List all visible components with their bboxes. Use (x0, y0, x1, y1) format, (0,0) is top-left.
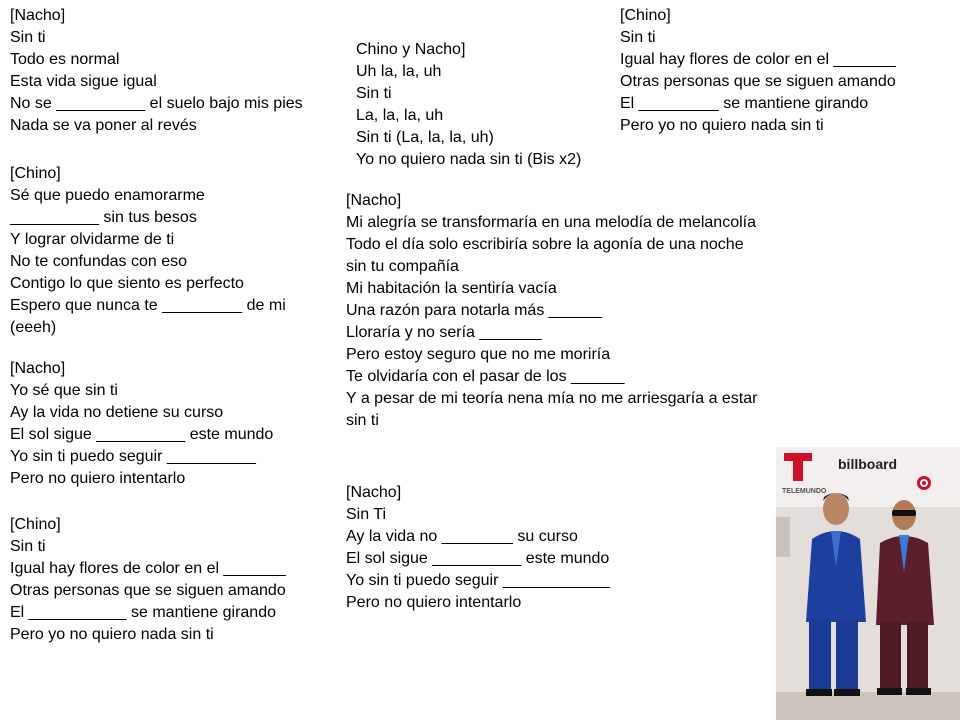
lyric-line: Yo sin ti puedo seguir __________ (10, 448, 256, 465)
lyric-line: [Chino] (10, 516, 61, 533)
lyric-line: [Chino] (10, 165, 61, 182)
lyric-line: No te confundas con eso (10, 253, 188, 270)
lyric-line: Sin ti (La, la, la, uh) (356, 129, 494, 146)
lyrics-block-chino-3 (620, 5, 896, 137)
lyric-line: Yo no quiero nada sin ti (Bis x2) (356, 151, 582, 168)
lyric-line: Ay la vida no detiene su curso (10, 404, 224, 421)
lyric-line: Pero no quiero intentarlo (10, 470, 186, 487)
lyric-line: Igual hay flores de color en el _______ (10, 560, 286, 577)
lyric-line: El sol sigue __________ este mundo (346, 550, 610, 567)
lyric-line: __________ sin tus besos (10, 209, 197, 226)
lyric-line: Sin ti (356, 85, 392, 102)
lyrics-block-nacho-2 (10, 358, 273, 490)
lyric-line: Sin Ti (346, 506, 387, 523)
lyric-line: Yo sé que sin ti (10, 382, 118, 399)
lyrics-block-nacho-1 (10, 5, 303, 137)
lyric-line: Espero que nunca te _________ de mi (10, 297, 286, 314)
sponsor-subtext: TELEMUNDO (782, 488, 827, 495)
lyric-line: Ay la vida no ________ su curso (346, 528, 578, 545)
lyric-line: Mi habitación la sentiría vacía (346, 280, 557, 297)
lyrics-block-chino-1 (10, 163, 286, 339)
lyric-line: El ___________ se mantiene girando (10, 604, 276, 621)
lyric-line: El _________ se mantiene girando (620, 95, 869, 112)
lyric-line: Sin ti (620, 29, 656, 46)
lyric-line: Todo es normal (10, 51, 120, 68)
lyric-line: Y a pesar de mi teoría nena mía no me arriesgaría a estar sin ti (346, 390, 758, 429)
lyric-line: Uh la, la, uh (356, 63, 442, 80)
lyric-line: La, la, la, uh (356, 107, 444, 124)
lyric-line: Nada se va poner al revés (10, 117, 197, 134)
lyric-line: Y lograr olvidarme de ti (10, 231, 175, 248)
lyric-line: [Nacho] (346, 192, 402, 209)
lyric-line: [Chino] (620, 7, 671, 24)
lyric-line: Contigo lo que siento es perfecto (10, 275, 244, 292)
lyric-line: [Nacho] (346, 484, 402, 501)
lyric-line: Te olvidaría con el pasar de los ______ (346, 368, 625, 385)
lyrics-block-chorus (356, 39, 581, 171)
lyric-line: Sin ti (10, 538, 46, 555)
lyric-line: Lloraría y no sería _______ (346, 324, 542, 341)
lyric-line: Chino y Nacho] (356, 41, 466, 58)
lyric-line: [Nacho] (10, 360, 66, 377)
lyric-line: [Nacho] (10, 7, 66, 24)
lyrics-block-nacho-4 (346, 482, 610, 614)
lyric-line: Igual hay flores de color en el _______ (620, 51, 896, 68)
lyric-line: Sin ti (10, 29, 46, 46)
lyric-line: Pero estoy seguro que no me moriría (346, 346, 611, 363)
lyric-line: Esta vida sigue igual (10, 73, 157, 90)
lyric-line: Otras personas que se siguen amando (10, 582, 286, 599)
lyric-line: Todo el día solo escribiría sobre la agonía de una noche sin tu compañía (346, 236, 744, 275)
lyric-line: (eeeh) (10, 319, 57, 336)
artists-photo (776, 447, 960, 720)
sponsor-sign: billboard (838, 456, 898, 472)
lyric-line: Una razón para notarla más ______ (346, 302, 603, 319)
lyric-line: Mi alegría se transformaría en una melodía de melancolía (346, 214, 756, 231)
lyric-line: Otras personas que se siguen amando (620, 73, 896, 90)
lyrics-block-chino-2 (10, 514, 286, 646)
lyrics-block-nacho-3 (346, 190, 766, 432)
lyric-line: Yo sin ti puedo seguir ____________ (346, 572, 610, 589)
lyric-line: Sé que puedo enamorarme (10, 187, 205, 204)
lyric-line: No se __________ el suelo bajo mis pies (10, 95, 303, 112)
lyric-line: Pero no quiero intentarlo (346, 594, 522, 611)
lyric-line: Pero yo no quiero nada sin ti (620, 117, 824, 134)
lyric-line: Pero yo no quiero nada sin ti (10, 626, 214, 643)
artists-photo-art (776, 447, 960, 720)
lyric-line: El sol sigue __________ este mundo (10, 426, 274, 443)
